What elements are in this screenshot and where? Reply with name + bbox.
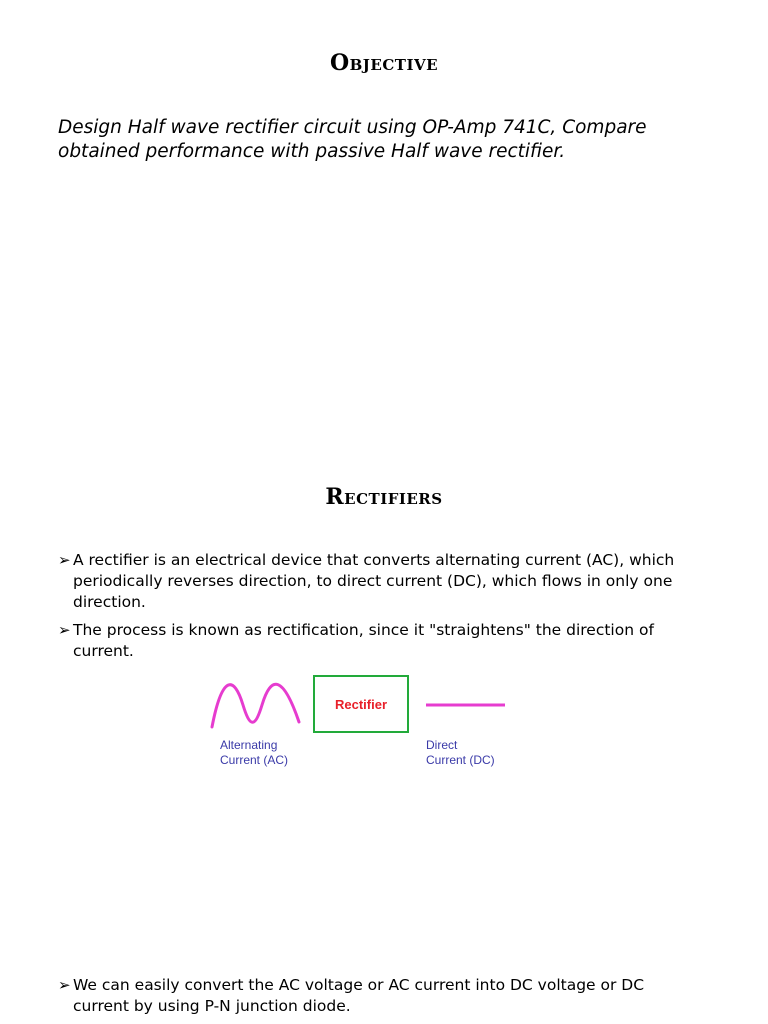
dc-label: [426, 738, 495, 768]
ac-label: [220, 738, 288, 768]
rectifier-diagram: [205, 670, 515, 775]
bullet-item: [58, 620, 713, 662]
ac-wave-icon: [212, 684, 299, 727]
bullet-line: A rectifier is an electrical device that converts alternating current (AC), which: [73, 551, 675, 569]
arrow-bullet-icon: ➢: [58, 976, 71, 994]
arrow-bullet-icon: ➢: [58, 621, 71, 639]
ac-label-line-1: Alternating: [220, 738, 278, 752]
bullet-line: current.: [73, 642, 134, 660]
rectifiers-heading: Rectifiers: [325, 484, 443, 510]
bullet-line: current by using P-N junction diode.: [73, 997, 351, 1015]
rectifier-box: [313, 675, 409, 733]
dc-label-line-2: Current (DC): [426, 753, 495, 767]
bullet-item: [58, 550, 713, 613]
rectifier-box-label: Rectifier: [334, 696, 388, 712]
objective-text: [58, 116, 718, 164]
ac-label-line-2: Current (AC): [220, 753, 289, 767]
bullet-item: [58, 975, 713, 1017]
bullet-line: periodically reverses direction, to direct current (DC), which flows in only one: [73, 572, 673, 590]
bullet-line: We can easily convert the AC voltage or AC current into DC voltage or DC: [73, 976, 645, 994]
objective-text-line-2: obtained performance with passive Half wave rectifier.: [58, 141, 566, 162]
arrow-bullet-icon: ➢: [58, 551, 71, 569]
bullet-line: The process is known as rectification, since it "straightens" the direction of: [73, 621, 654, 639]
objective-heading: Objective: [329, 50, 439, 76]
objective-text-line-1: Design Half wave rectifier circuit using OP-Amp 741C, Compare: [58, 117, 647, 138]
dc-label-line-1: Direct: [426, 738, 458, 752]
bullet-line: direction.: [73, 593, 146, 611]
